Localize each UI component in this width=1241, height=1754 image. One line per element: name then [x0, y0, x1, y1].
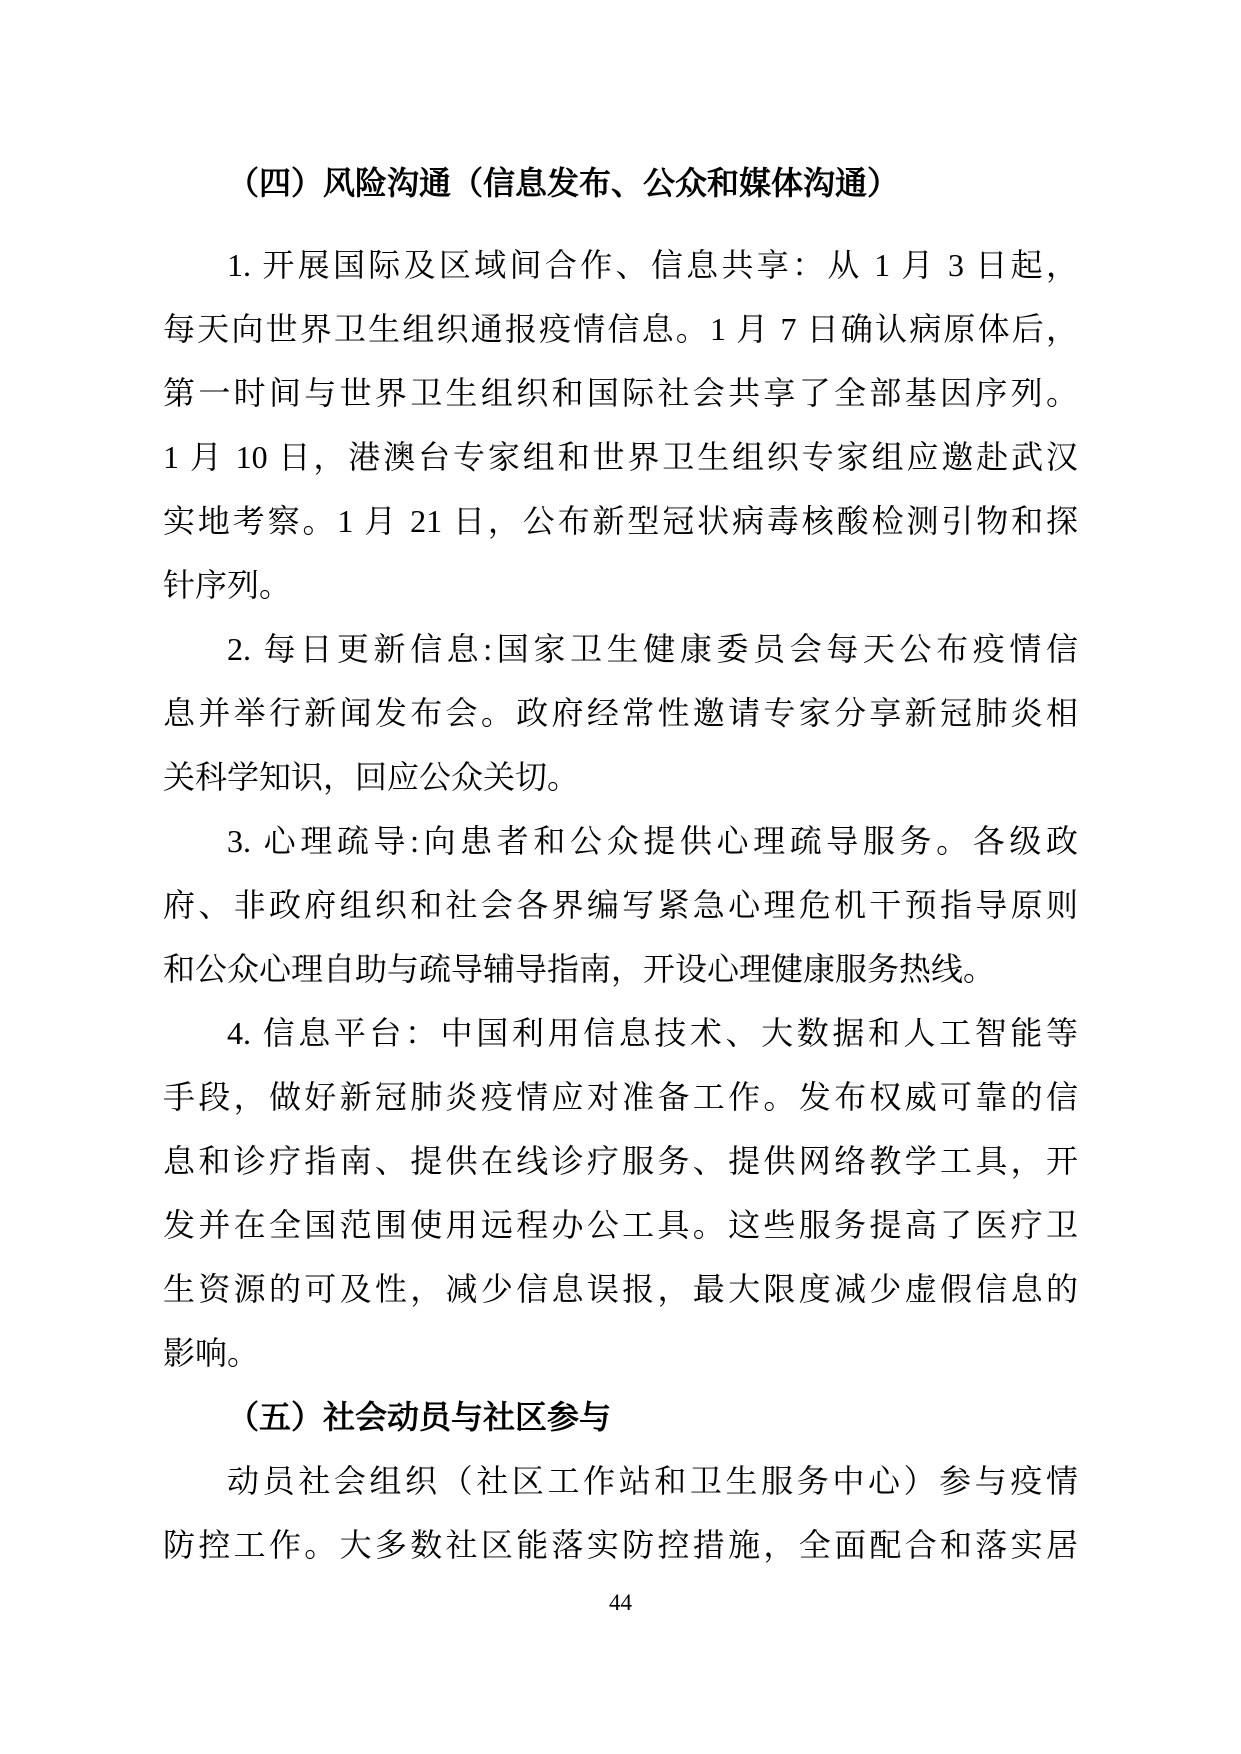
paragraph: [163, 233, 1078, 617]
text-line: 防控工作。大多数社区能落实防控措施，全面配合和落实居: [163, 1527, 1078, 1563]
text-line: 1. 开展国际及区域间合作、信息共享：从 1 月 3 日起，: [227, 247, 1078, 283]
paragraph: [163, 809, 1078, 1001]
text-line: 和公众心理自助与疏导辅导指南，开设心理健康服务热线。: [163, 951, 996, 987]
paragraph: [163, 1001, 1078, 1385]
text-line: 生资源的可及性，减少信息误报，最大限度减少虚假信息的: [163, 1271, 1078, 1307]
text-line: 影响。: [163, 1335, 260, 1371]
text-line: 实地考察。1 月 21 日，公布新型冠状病毒核酸检测引物和探: [163, 503, 1078, 539]
section-heading: （四）风险沟通（信息发布、公众和媒体沟通）: [227, 165, 900, 201]
section-heading: （五）社会动员与社区参与: [227, 1399, 612, 1435]
page-footer: [0, 1590, 1241, 1616]
text-line: 针序列。: [163, 567, 292, 603]
paragraph: [163, 617, 1078, 809]
text-line: 动员社会组织（社区工作站和卫生服务中心）参与疫情: [227, 1463, 1078, 1499]
text-line: 3. 心理疏导:向患者和公众提供心理疏导服务。各级政: [227, 823, 1078, 859]
text-line: 发并在全国范围使用远程办公工具。这些服务提高了医疗卫: [163, 1207, 1078, 1243]
text-line: 1 月 10 日，港澳台专家组和世界卫生组织专家组应邀赴武汉: [163, 439, 1078, 475]
text-line: 息并举行新闻发布会。政府经常性邀请专家分享新冠肺炎相: [163, 695, 1078, 731]
text-line: 府、非政府组织和社会各界编写紧急心理危机干预指导原则: [163, 887, 1078, 923]
text-line: 2. 每日更新信息:国家卫生健康委员会每天公布疫情信: [227, 631, 1078, 667]
text-line: 每天向世界卫生组织通报疫情信息。1 月 7 日确认病原体后，: [163, 311, 1078, 347]
document-content: [163, 151, 1078, 1577]
paragraph: [163, 1449, 1078, 1577]
text-line: 关科学知识，回应公众关切。: [163, 759, 580, 795]
text-line: 4. 信息平台：中国利用信息技术、大数据和人工智能等: [227, 1015, 1078, 1051]
text-line: 息和诊疗指南、提供在线诊疗服务、提供网络教学工具，开: [163, 1143, 1078, 1179]
page-number: 44: [609, 1590, 632, 1615]
text-line: 手段，做好新冠肺炎疫情应对准备工作。发布权威可靠的信: [163, 1079, 1078, 1115]
text-line: 第一时间与世界卫生组织和国际社会共享了全部基因序列。: [163, 375, 1078, 411]
